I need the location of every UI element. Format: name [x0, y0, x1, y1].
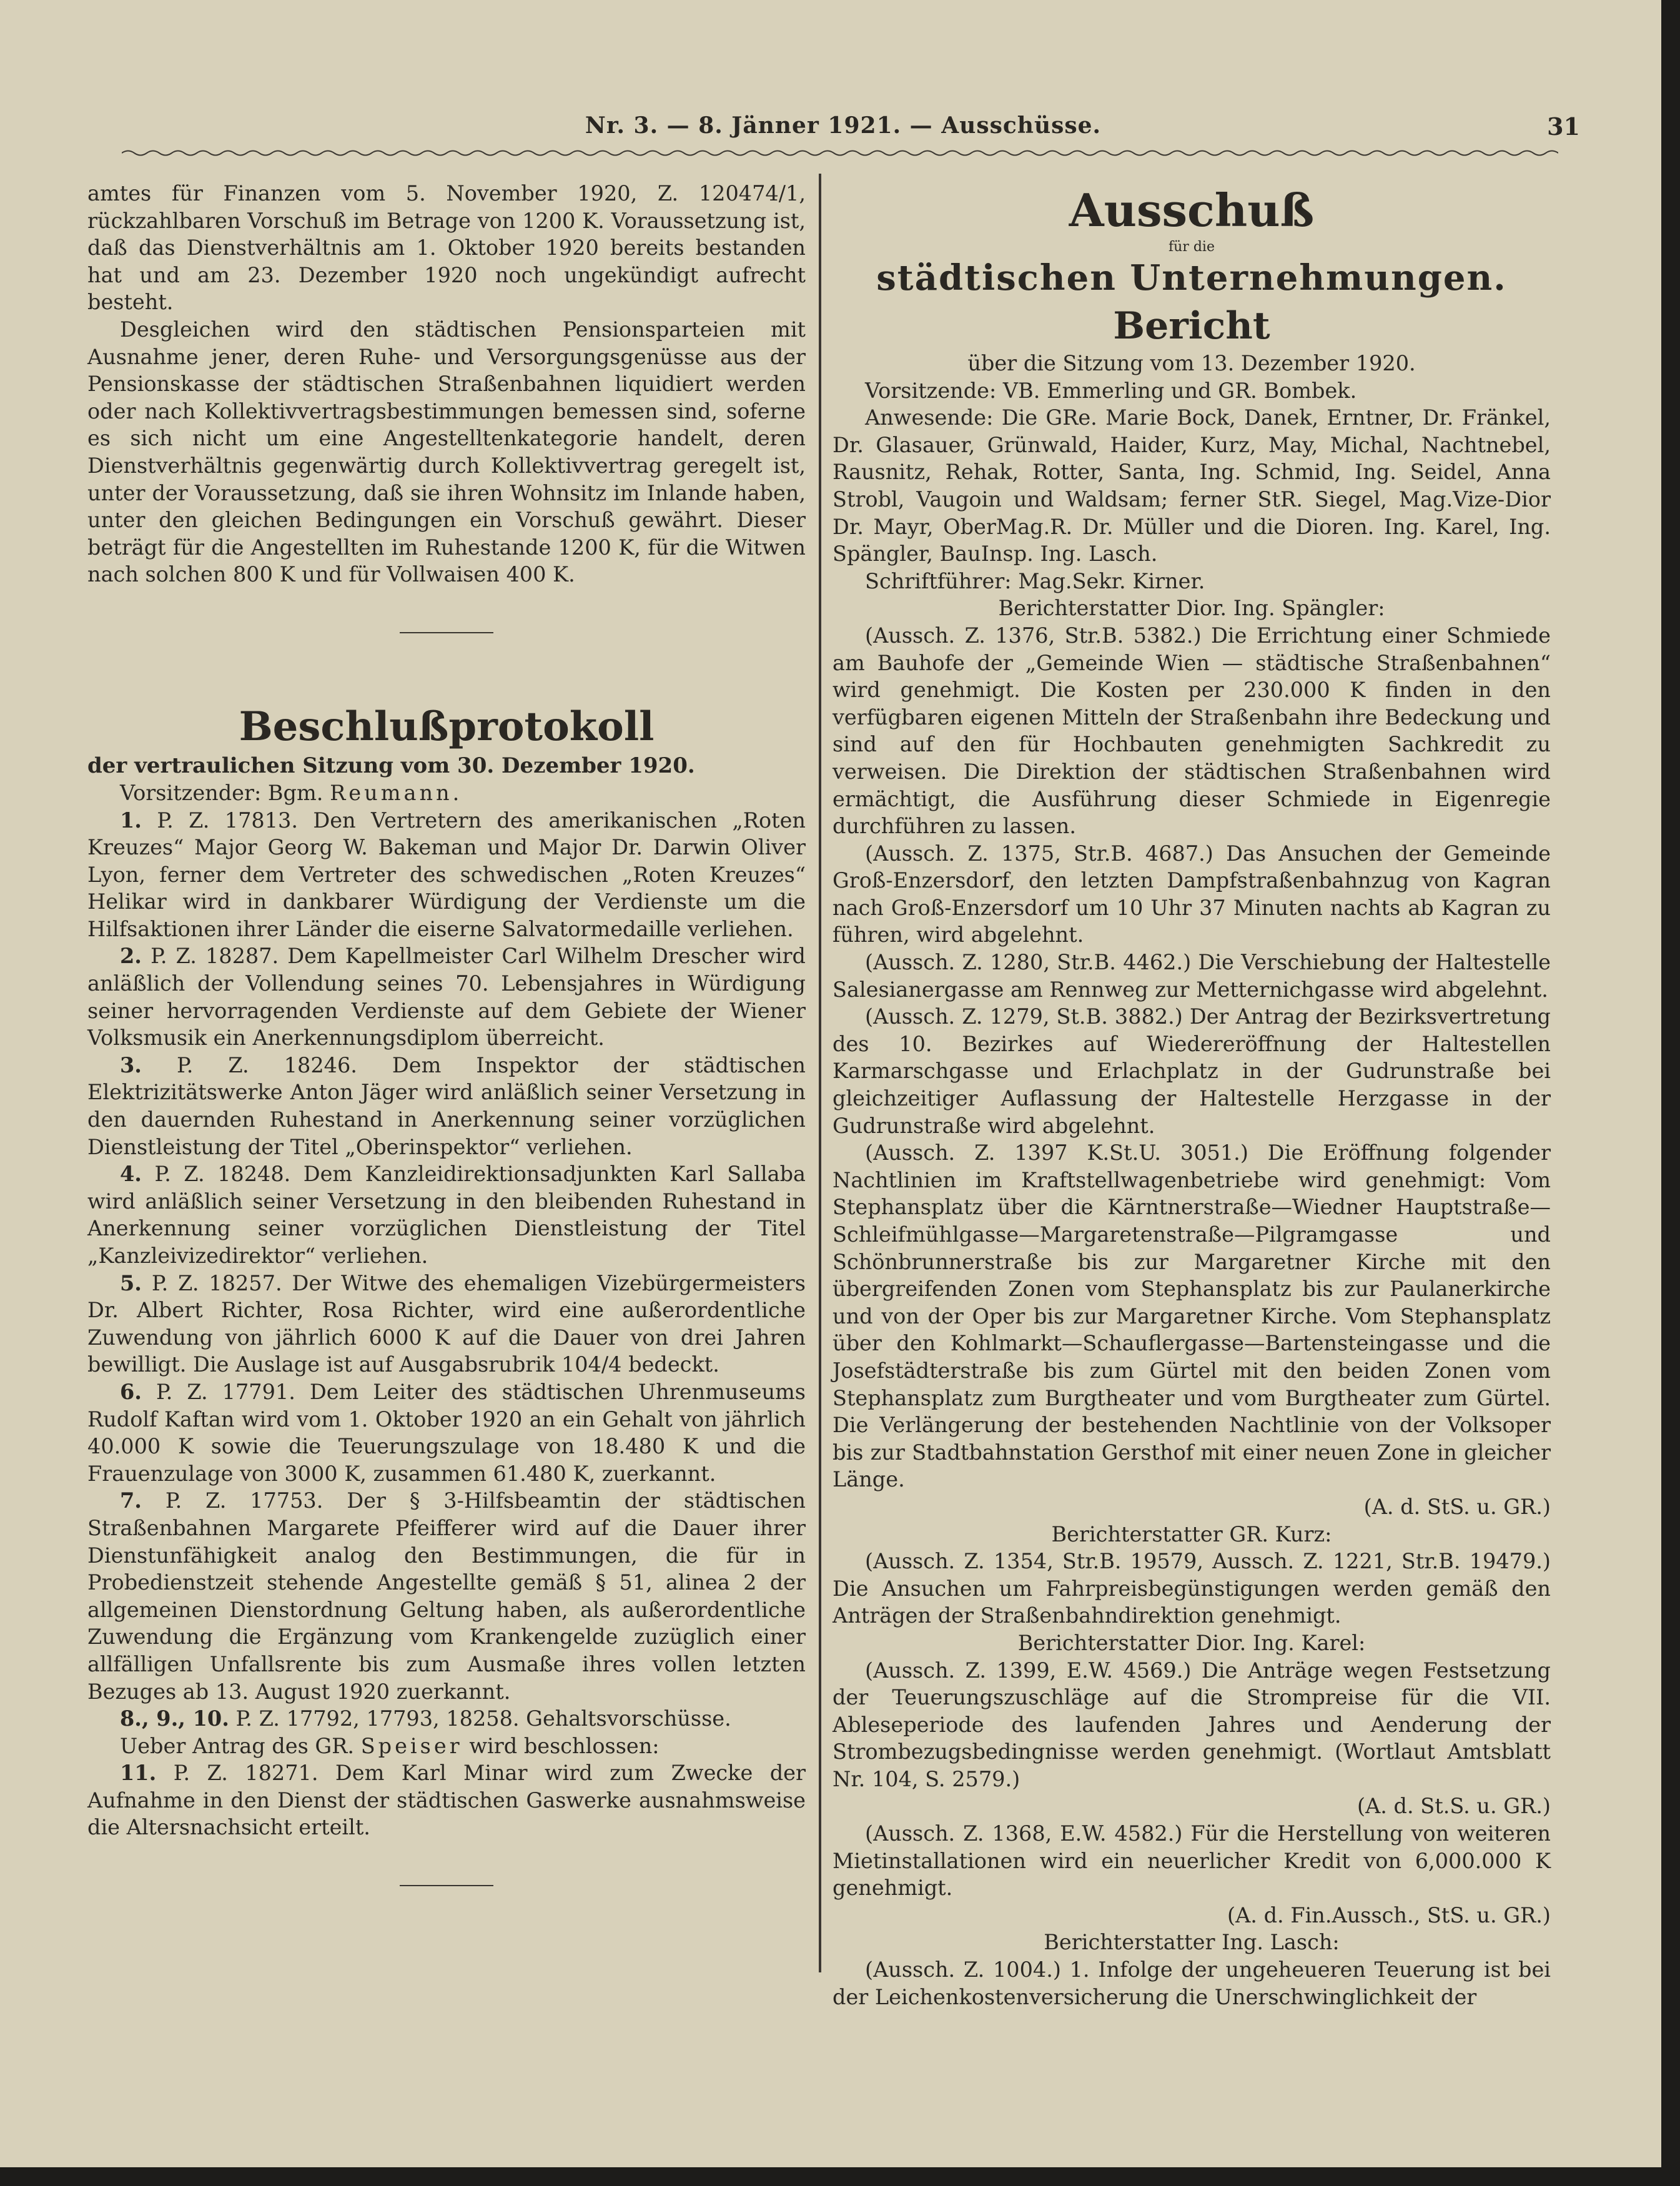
- protocol-chair: [87, 779, 806, 807]
- protocol-title: Beschlußprotokoll: [239, 703, 655, 750]
- column-divider: [819, 174, 821, 1972]
- protocol-subtitle: der vertraulichen Sitzung vom 30. Dezember 1920.: [87, 753, 695, 778]
- item-text: P. Z. 17753. Der § 3-Hilfsbeamtin der städtischen Straßenbahnen Margarete Pfeifferer wird auf die Dauer ihrer Dienstunfähigkeit analog den Bestimmungen, die für in Probedienstzeit stehende Angestellte gemäß § 51, alinea 2 der allgemeinen Dienstordnung Geltung haben, als außerordentliche Zuwendung die Ergänzung vom Krankengelde zuzüglich einer allfälligen Unfallsrente bis zum Ausmaße ihres vollen letzten Bezuges ab 13. August 1920 zuerkannt.: [87, 1488, 806, 1704]
- report-note: (A. d. Fin.Aussch., StS. u. GR.): [1227, 1902, 1551, 1927]
- protocol-item: [87, 1270, 806, 1378]
- report-note: (A. d. StS. u. GR.): [1363, 1494, 1551, 1519]
- antrag-line: [87, 1733, 806, 1760]
- protocol-item: [87, 1487, 806, 1705]
- protocol-item: [87, 807, 806, 943]
- committee-subtitle: städtischen Unternehmungen.: [876, 257, 1507, 299]
- protocol-item: [87, 1052, 806, 1160]
- protocol-item: [87, 1160, 806, 1269]
- header-wavy-rule: [122, 149, 1558, 157]
- end-rule: [400, 1885, 493, 1886]
- item-text: P. Z. 17791. Dem Leiter des städtischen Uhrenmuseums Rudolf Kaftan wird vom 1. Oktober 1920 an ein Gehalt von jährlich 40.000 K sowie die Teuerungszulage von 18.480 K und die Frauenzulage von 3000 K, zusammen 61.480 K, zuerkannt.: [87, 1379, 806, 1486]
- report-note: (A. d. St.S. u. GR.): [1357, 1794, 1551, 1819]
- protocol-item: [87, 942, 806, 1051]
- report-item: (Aussch. Z. 1354, Str.B. 19579, Aussch. Z. 1221, Str.B. 19479.) Die Ansuchen um Fahrpreisbegünstigungen werden gemäß den Anträgen der Straßenbahndirektion genehmigt.: [833, 1549, 1551, 1628]
- present-list: Anwesende: Die GRe. Marie Bock, Danek, Erntner, Dr. Fränkel, Dr. Glasauer, Grünwald, Haider, Kurz, May, Michal, Nachtnebel, Rausnitz, Rehak, Rotter, Santa, Ing. Schmid, Ing. Seidel, Anna Strobl, Vaugoin und Waldsam; ferner StR. Siegel, Mag.Vize-Dior Dr. Mayr, OberMag.R. Dr. Müller und die Dioren. Ing. Karel, Ing. Spängler, BauInsp. Ing. Lasch.: [833, 405, 1551, 566]
- right-column: [833, 180, 1551, 2010]
- reporter-heading: Berichterstatter Ing. Lasch:: [1044, 1930, 1340, 1955]
- report-title: Bericht: [1113, 304, 1270, 348]
- committee-title-small: für die: [1169, 239, 1215, 255]
- antrag-pre: Ueber Antrag des GR.: [120, 1733, 355, 1758]
- item-text: P. Z. 18287. Dem Kapellmeister Carl Wilhelm Drescher wird anläßlich der Vollendung seines 70. Lebensjahres in Würdigung seiner hervorragenden Verdienste auf dem Gebiete der Wiener Volksmusik ein Anerkennungsdiplom überreicht.: [87, 944, 806, 1051]
- session-date: über die Sitzung vom 13. Dezember 1920.: [967, 351, 1416, 375]
- item-number: 2.: [120, 944, 142, 969]
- antrag-post: wird beschlossen:: [469, 1733, 660, 1758]
- report-item: (Aussch. Z. 1004.) 1. Infolge der ungeheueren Teuerung ist bei der Leichenkostenversicherung die Unerschwinglichkeit der: [833, 1957, 1551, 2009]
- reporter-heading: Berichterstatter GR. Kurz:: [1051, 1521, 1332, 1546]
- item-number: 4.: [120, 1162, 142, 1187]
- section-rule: [400, 632, 493, 633]
- report-item: (Aussch. Z. 1399, E.W. 4569.) Die Anträge wegen Festsetzung der Teuerungszuschläge auf die Strompreise für die VII. Ableseperiode des laufenden Jahres und Aenderung der Strombezugsbedingnisse werden genehmigt. (Wortlaut Amtsblatt Nr. 104, S. 2579.): [833, 1658, 1551, 1791]
- item-number: 11.: [120, 1761, 157, 1786]
- protocol-item: [87, 1705, 806, 1733]
- item-text: P. Z. 18248. Dem Kanzleidirektionsadjunkten Karl Sallaba wird anläßlich seiner Versetzung in den bleibenden Ruhestand in Anerkennung seiner vorzüglichen Dienstleistung der Titel „Kanzleivizedirektor“ verliehen.: [87, 1162, 806, 1268]
- report-item: (Aussch. Z. 1279, St.B. 3882.) Der Antrag der Bezirksvertretung des 10. Bezirkes auf Wiedereröffnung der Haltestellen Karmarschgasse und Erlachplatz in der Gudrunstraße bei gleichzeitiger Auflassung der Haltestelle Herzgasse in der Gudrunstraße wird abgelehnt.: [833, 1004, 1551, 1138]
- antrag-name: Speiser: [360, 1733, 463, 1758]
- page-number: 31: [1547, 112, 1580, 141]
- secretary-line: Schriftführer: Mag.Sekr. Kirner.: [865, 568, 1205, 593]
- header-title: Nr. 3. — 8. Jänner 1921. — Ausschüsse.: [585, 112, 1102, 139]
- chairs-line: Vorsitzende: VB. Emmerling und GR. Bombek.: [865, 378, 1357, 403]
- reporter-heading: Berichterstatter Dior. Ing. Karel:: [1017, 1630, 1366, 1655]
- item-text: P. Z. 17792, 17793, 18258. Gehaltsvorschüsse.: [235, 1706, 731, 1731]
- page-header: [106, 112, 1580, 150]
- item-number: 6.: [120, 1379, 142, 1404]
- left-column: [87, 180, 806, 1886]
- item-text: P. Z. 18257. Der Witwe des ehemaligen Vizebürgermeisters Dr. Albert Richter, Rosa Richter, wird eine außerordentliche Zuwendung von jährlich 6000 K auf die Dauer von drei Jahren bewilligt. Die Auslage ist auf Ausgabsrubrik 104/4 bedeckt.: [87, 1270, 806, 1377]
- item-text: P. Z. 17813. Den Vertretern des amerikanischen „Roten Kreuzes“ Major Georg W. Bakeman und Major Dr. Darwin Oliver Lyon, ferner dem Vertreter des schwedischen „Roten Kreuzes“ Helikar wird in dankbarer Würdigung der Verdienste um die Hilfsaktionen ihrer Länder die eiserne Salvatormedaille verliehen.: [87, 808, 806, 941]
- item-number: 3.: [120, 1052, 142, 1077]
- chair-name: Reumann.: [330, 780, 463, 805]
- item-number: 5.: [120, 1270, 142, 1295]
- item-text: P. Z. 18246. Dem Inspektor der städtischen Elektrizitätswerke Anton Jäger wird anläßlich seiner Versetzung in den dauernden Ruhestand in Anerkennung seiner vorzüglichen Dienstleistung der Titel „Oberinspektor“ verliehen.: [87, 1052, 806, 1159]
- item-number: 8., 9., 10.: [120, 1706, 229, 1731]
- report-item: (Aussch. Z. 1375, Str.B. 4687.) Das Ansuchen der Gemeinde Groß-Enzersdorf, den letzten Dampfstraßenbahnzug von Kagran nach Groß-Enzersdorf um 10 Uhr 37 Minuten nachts ab Kagran zu führen, wird abgelehnt.: [833, 841, 1551, 947]
- report-item: (Aussch. Z. 1368, E.W. 4582.) Für die Herstellung von weiteren Mietinstallationen wird ein neuerlicher Kredit von 6,000.000 K genehmigt.: [833, 1821, 1551, 1901]
- committee-title: Ausschuß: [1069, 184, 1315, 237]
- paragraph-continuation: amtes für Finanzen vom 5. November 1920, Z. 120474/1, rückzahlbaren Vorschuß im Betrage von 1200 K. Voraussetzung ist, daß das Dienstverhältnis am 1. Oktober 1920 bereits bestanden hat und am 23. Dezember 1920 noch ungekündigt aufrecht besteht.: [87, 181, 806, 315]
- paragraph-pensions: Desgleichen wird den städtischen Pensionsparteien mit Ausnahme jener, deren Ruhe- und Versorgungsgenüsse aus der Pensionskasse der städtischen Straßenbahnen liquidiert werden oder nach Kollektivvertragsbestimmungen bemessen sind, soferne es sich nicht um eine Angestelltenkategorie handelt, deren Dienstverhältnis gegenwärtig durch Kollektivvertrag geregelt ist, unter der Voraussetzung, daß sie ihren Wohnsitz im Inlande haben, unter den gleichen Bedingungen ein Vorschuß gewährt. Dieser beträgt für die Angestellten im Ruhestande 1200 K, für die Witwen nach solchen 800 K und für Vollwaisen 400 K.: [87, 317, 806, 587]
- item-number: 7.: [120, 1488, 142, 1513]
- report-item: (Aussch. Z. 1280, Str.B. 4462.) Die Verschiebung der Haltestelle Salesianergasse am Rennweg zur Metternichgasse wird abgelehnt.: [833, 950, 1551, 1002]
- protocol-item: [87, 1378, 806, 1487]
- item-number: 1.: [120, 808, 142, 833]
- report-item: (Aussch. Z. 1397 K.St.U. 3051.) Die Eröffnung folgender Nachtlinien im Kraftstellwagenbetriebe wird genehmigt: Vom Stephansplatz über die Kärntnerstraße—Wiedner Hauptstraße—Schleifmühlgasse—Margaretenstraße—Pilgramgasse und Schönbrunnerstraße bis zur Margaretner Kirche mit den übergreifenden Zonen vom Stephansplatz bis zur Paulanerkirche und von der Oper bis zur Margaretner Kirche. Vom Stephansplatz über den Kohlmarkt—Schauflergasse—Bartensteingasse und die Josefstädterstraße bis zum Gürtel mit den beiden Zonen vom Stephansplatz zum Burgtheater und vom Burgtheater zum Gürtel. Die Verlängerung der bestehenden Nachtlinie von der Volksoper bis zur Stadtbahnstation Gersthof mit einer neuen Zone in gleicher Länge.: [833, 1140, 1551, 1492]
- reporter-heading: Berichterstatter Dior. Ing. Spängler:: [998, 596, 1385, 621]
- chair-label: Vorsitzender: Bgm.: [120, 780, 324, 805]
- protocol-item: [87, 1759, 806, 1841]
- report-item: (Aussch. Z. 1376, Str.B. 5382.) Die Errichtung einer Schmiede am Bauhofe der „Gemeinde Wien — städtische Straßenbahnen“ wird genehmigt. Die Kosten per 230.000 K finden in den verfügbaren eigenen Mitteln der Straßenbahn ihre Bedeckung und sind auf den für Hochbauten genehmigten Sachkredit zu verweisen. Die Direktion der städtischen Straßenbahnen wird ermächtigt, die Ausführung dieser Schmiede in Eigenregie durchführen zu lassen.: [833, 623, 1551, 839]
- item-text: P. Z. 18271. Dem Karl Minar wird zum Zwecke der Aufnahme in den Dienst der städtischen Gaswerke ausnahmsweise die Altersnachsicht erteilt.: [87, 1761, 806, 1840]
